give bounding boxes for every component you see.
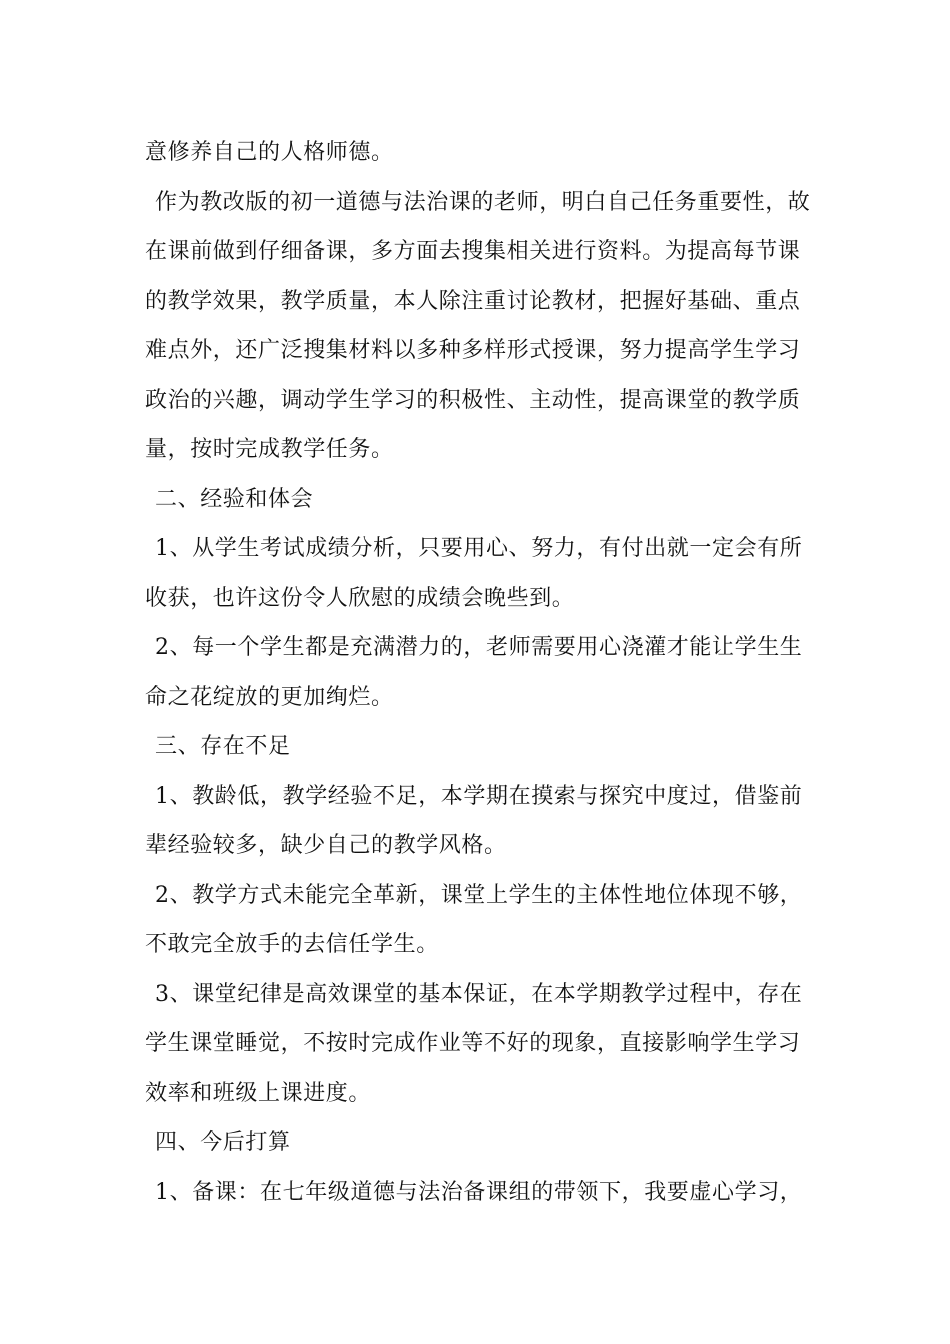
section-heading: 二、经验和体会 xyxy=(155,486,314,512)
paragraph-line: 不敢完全放手的去信任学生。 xyxy=(145,932,439,957)
paragraph-line: 2、教学方式未能完全革新，课堂上学生的主体性地位体现不够， xyxy=(155,882,803,908)
paragraph-line: 收获，也许这份令人欣慰的成绩会晚些到。 xyxy=(145,585,575,611)
paragraph-line: 命之花绽放的更加绚烂。 xyxy=(145,684,394,710)
paragraph-line: 政治的兴趣，调动学生学习的积极性、主动性，提高课堂的教学质 xyxy=(145,387,801,413)
paragraph-line: 量，按时完成教学任务。 xyxy=(145,437,394,462)
section-heading: 四、今后打算 xyxy=(155,1130,291,1155)
paragraph-line: 1、从学生考试成绩分析，只要用心、努力，有付出就一定会有所 xyxy=(155,536,803,561)
paragraph-line: 效率和班级上课进度。 xyxy=(145,1080,372,1106)
paragraph-line: 在课前做到仔细备课，多方面去搜集相关进行资料。为提高每节课 xyxy=(145,239,801,264)
section-heading: 三、存在不足 xyxy=(155,734,291,759)
paragraph-line: 难点外，还广泛搜集材料以多种多样形式授课，努力提高学生学习 xyxy=(145,338,801,363)
paragraph-line: 3、课堂纪律是高效课堂的基本保证，在本学期教学过程中，存在 xyxy=(155,981,803,1007)
document-body xyxy=(145,128,811,1217)
paragraph-line: 学生课堂睡觉，不按时完成作业等不好的现象，直接影响学生学习 xyxy=(145,1031,801,1056)
paragraph-line: 1、教龄低，教学经验不足，本学期在摸索与探究中度过，借鉴前 xyxy=(155,783,803,809)
paragraph-line: 2、每一个学生都是充满潜力的，老师需要用心浇灌才能让学生生 xyxy=(155,635,803,660)
paragraph-line: 辈经验较多，缺少自己的教学风格。 xyxy=(145,833,507,858)
paragraph-line: 的教学效果，教学质量，本人除注重讨论教材，把握好基础、重点 xyxy=(145,288,801,314)
paragraph-line: 意修养自己的人格师德。 xyxy=(145,140,394,165)
paragraph-line: 1、备课：在七年级道德与法治备课组的带领下，我要虚心学习， xyxy=(155,1179,803,1205)
paragraph-line: 作为教改版的初一道德与法治课的老师，明白自己任务重要性，故 xyxy=(155,189,811,215)
